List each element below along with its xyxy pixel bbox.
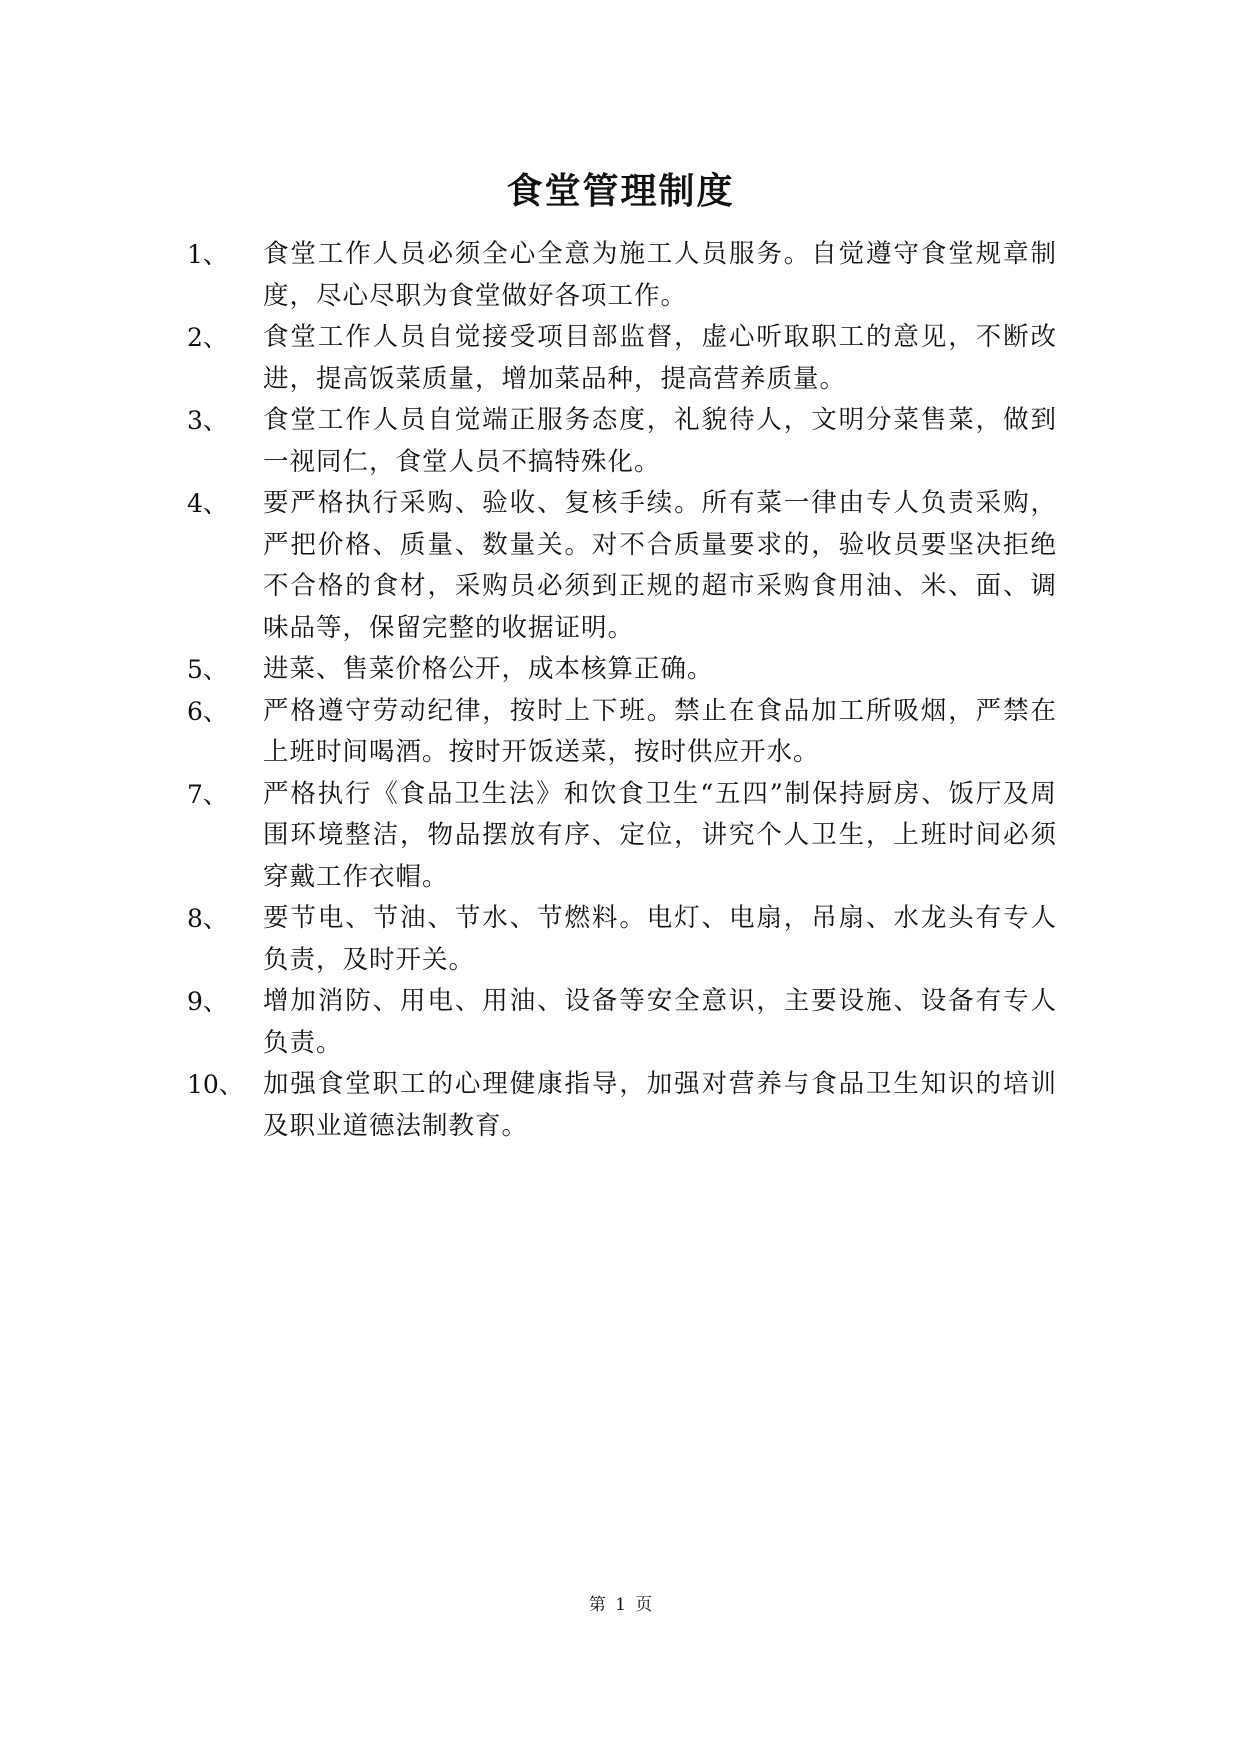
rule-text: 要严格执行采购、验收、复核手续。所有菜一律由专人负责采购，严把价格、质量、数量关。对不合质量要求的，验收员要坚决拒绝不合格的食材，采购员必须到正规的超市采购食用油、米、面、调味品等，保留完整的收据证明。	[263, 488, 1057, 643]
rule-text: 严格执行《食品卫生法》和饮食卫生“五四”制保持厨房、饭厅及周围环境整洁，物品摆放有序、定位，讲究个人卫生，上班时间必须穿戴工作衣帽。	[263, 778, 1057, 892]
rule-number: 3、	[187, 406, 228, 435]
rule-text: 食堂工作人员自觉接受项目部监督，虚心听取职工的意见，不断改进，提高饭菜质量，增加菜品种，提高营养质量。	[263, 322, 1057, 394]
rule-text: 食堂工作人员自觉端正服务态度，礼貌待人，文明分菜售菜，做到一视同仁，食堂人员不搞特殊化。	[263, 405, 1057, 477]
rule-number: 1、	[187, 240, 228, 269]
rule-text: 进菜、售菜价格公开，成本核算正确。	[263, 654, 714, 684]
rule-number: 8、	[187, 904, 228, 933]
rule-item-7	[187, 774, 1057, 899]
rule-number: 5、	[187, 655, 228, 684]
document-title: 食堂管理制度	[506, 171, 735, 213]
rule-text: 严格遵守劳动纪律，按时上下班。禁止在食品加工所吸烟，严禁在上班时间喝酒。按时开饭送菜，按时供应开水。	[263, 695, 1057, 767]
rule-text: 加强食堂职工的心理健康指导，加强对营养与食品卫生知识的培训及职业道德法制教育。	[263, 1069, 1057, 1141]
rule-text: 食堂工作人员必须全心全意为施工人员服务。自觉遵守食堂规章制度，尽心尽职为食堂做好各项工作。	[263, 239, 1057, 311]
rule-item-8	[187, 898, 1057, 981]
rule-item-3	[187, 400, 1057, 483]
rule-number: 4、	[187, 489, 228, 518]
rules-list	[187, 234, 1057, 1147]
rule-text: 增加消防、用电、用油、设备等安全意识，主要设施、设备有专人负责。	[263, 986, 1057, 1058]
rule-number: 10、	[187, 1070, 244, 1099]
rule-item-4	[187, 483, 1057, 649]
rule-item-1	[187, 234, 1057, 317]
page-number-footer: 第 1 页	[588, 1595, 653, 1615]
rule-number: 7、	[187, 779, 228, 809]
rule-item-9	[187, 981, 1057, 1064]
rule-item-6	[187, 691, 1057, 774]
rule-number: 2、	[187, 323, 228, 352]
rule-item-5	[187, 649, 1057, 691]
rule-number: 6、	[187, 696, 228, 726]
rule-item-2	[187, 317, 1057, 400]
rule-item-10	[187, 1064, 1057, 1147]
rule-number: 9、	[187, 987, 228, 1016]
rule-text: 要节电、节油、节水、节燃料。电灯、电扇，吊扇、水龙头有专人负责，及时开关。	[263, 903, 1057, 975]
